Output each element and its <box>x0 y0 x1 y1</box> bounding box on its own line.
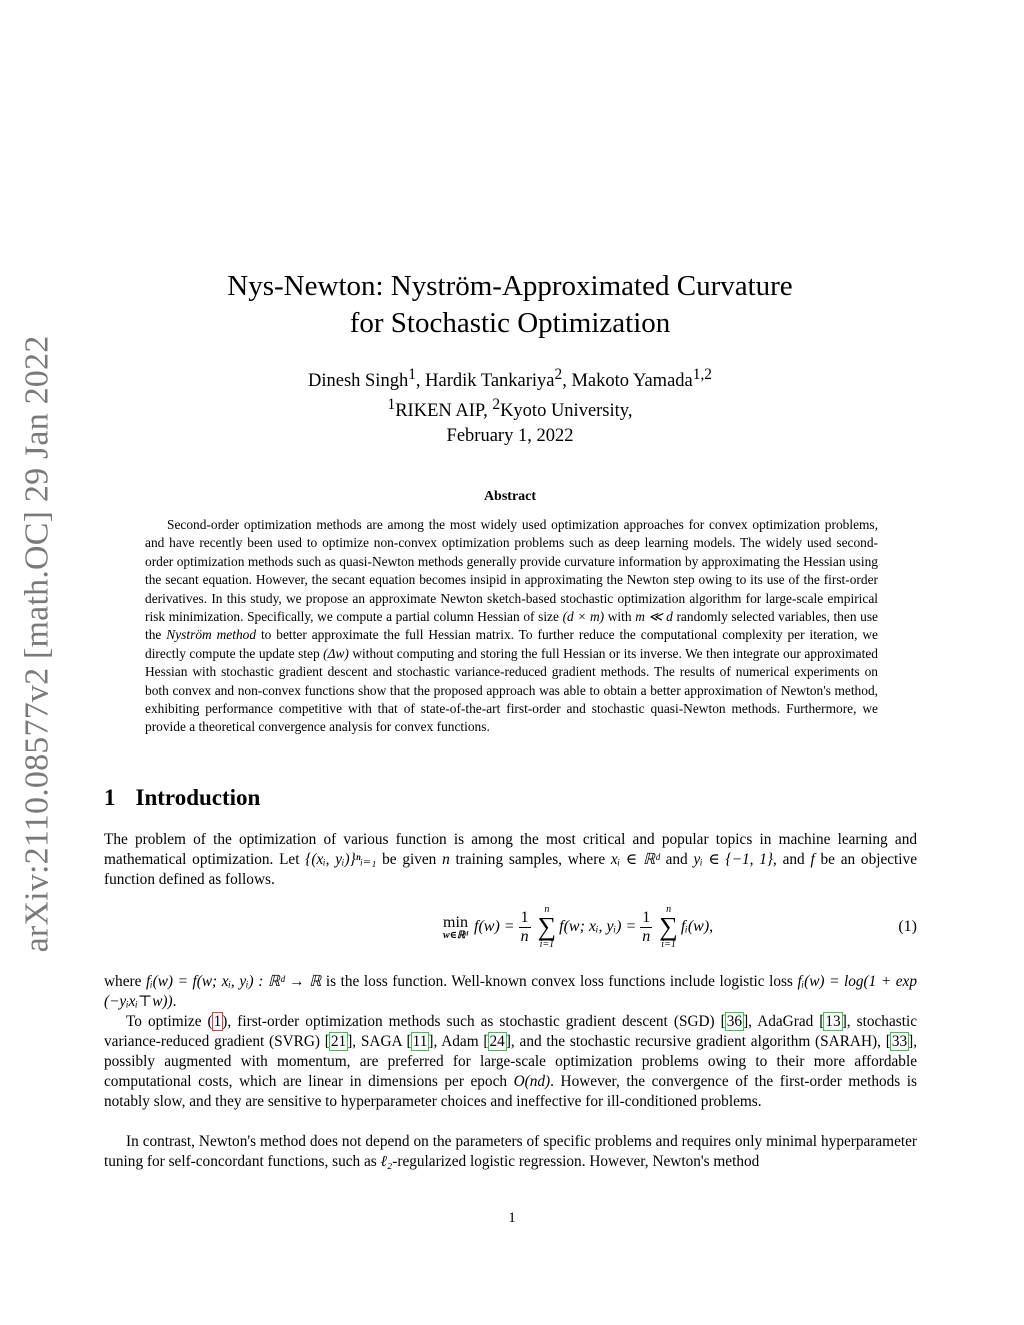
p1-math-f: f <box>810 851 815 868</box>
author-3-affil: 1,2 <box>692 366 713 383</box>
p3-text-h: ], possibly augmented with momentum, are preferred for large-scale optimization problems owing to their more affordable computational costs, which are linear in dimensions per epoch <box>104 1033 918 1090</box>
eq-middle: f(w; xᵢ, yᵢ) = <box>559 918 637 935</box>
abstract-math-cond: m ≪ d <box>635 609 673 625</box>
p1-text-f: be an objective function defined as follows. <box>104 851 917 888</box>
eq-sum-2 <box>659 904 678 950</box>
intro-paragraph-1 <box>104 830 917 890</box>
eq-frac-1 <box>519 909 531 946</box>
p2-text-c: . <box>172 993 177 1010</box>
p1-math-x: xᵢ ∈ ℝᵈ <box>610 851 660 868</box>
citation-link-adam[interactable]: 24 <box>489 1033 505 1050</box>
abstract-part-c: to better approximate the full Hessian matrix. To further reduce the computational complexity per iteration, we directly compute the update step <box>145 627 878 661</box>
affiliation-1-mark: 1 <box>387 396 396 414</box>
eq-lhs: f(w) = <box>474 918 515 935</box>
affiliations <box>100 393 920 423</box>
author-1-affil: 1 <box>408 366 416 383</box>
abstract-math-step: (Δw) <box>323 645 349 661</box>
p3-text-f: ], Adam [ <box>428 1033 489 1050</box>
eq-sum-1-sigma: ∑ <box>537 912 557 941</box>
eq-frac-2 <box>640 909 652 946</box>
author-block <box>100 363 920 423</box>
eq-sum-1-bottom: i=1 <box>539 939 555 950</box>
p2-text-b: is the loss function. Well-known convex loss functions include logistic loss <box>321 973 798 990</box>
abstract-with: with <box>604 609 636 625</box>
eq-min-label: min <box>443 913 468 931</box>
equation-number: (1) <box>898 918 917 935</box>
p1-text-e: , and <box>773 851 811 868</box>
section-heading-introduction <box>104 785 260 811</box>
author-list: Dinesh Singh$^1$, Hardik Tankariya$^2$, Makoto Yamada$^{1,2}$ <box>307 366 713 392</box>
eq-min-sub: w∈ℝᵈ <box>443 929 468 941</box>
p2-math-loss: fᵢ(w) = f(w; xᵢ, yᵢ) : ℝᵈ → ℝ <box>145 973 322 990</box>
p1-text-d: and <box>659 851 694 868</box>
citation-link-sgd[interactable]: 36 <box>726 1013 743 1030</box>
intro-paragraph-2 <box>104 972 917 1012</box>
citation-link-svrg[interactable]: 21 <box>330 1033 347 1050</box>
title-line-1: Nys-Newton: Nyström-Approximated Curvature <box>227 270 793 302</box>
equation-1-body <box>443 904 713 950</box>
p2-text-a: where <box>104 973 146 990</box>
p1-math-y: yᵢ ∈ {−1, 1} <box>693 851 773 868</box>
author-1: Dinesh Singh <box>307 371 409 392</box>
title-line-2: for Stochastic Optimization <box>349 307 671 339</box>
p4-text-b: -regularized logistic regression. However, Newton's method <box>392 1153 760 1170</box>
equation-reference-link[interactable]: 1 <box>213 1013 222 1030</box>
affiliation-2-mark: 2 <box>492 396 501 414</box>
p3-text-a: To optimize ( <box>126 1013 213 1030</box>
abstract-text <box>145 516 878 737</box>
p1-math-n: n <box>442 851 450 868</box>
abstract-part-b: randomly selected variables, then use the <box>145 609 878 643</box>
arxiv-sidebar-stamp <box>6 334 68 954</box>
paper-title <box>100 268 920 342</box>
p3-text-e: ], SAGA [ <box>347 1033 412 1050</box>
eq-frac-2-num: 1 <box>642 908 651 926</box>
eq-sum-2-bottom: i=1 <box>661 939 676 950</box>
eq-frac-2-den: n <box>642 927 651 945</box>
p3-text-c: ], AdaGrad [ <box>743 1013 825 1030</box>
p1-math-set: {(xᵢ, yᵢ)}ⁿᵢ₌₁ <box>305 851 377 868</box>
section-title: Introduction <box>135 785 261 810</box>
citation-link-sarah[interactable]: 33 <box>891 1033 908 1050</box>
eq-sum-2-sigma: ∑ <box>659 912 678 941</box>
affiliation-2: Kyoto University, <box>500 401 633 422</box>
eq-frac-1-num: 1 <box>520 908 529 926</box>
abstract-nystrom-method: Nyström method <box>166 627 257 643</box>
eq-sum-1-top: n <box>544 904 550 915</box>
eq-rhs: fᵢ(w), <box>680 918 714 935</box>
intro-paragraph-4 <box>104 1132 917 1172</box>
p2-math-log: fᵢ(w) = log(1 + exp (−yᵢxᵢ⊤w)) <box>104 973 917 1010</box>
eq-sum-2-top: n <box>666 904 672 915</box>
affiliation-1: RIKEN AIP, <box>395 401 488 422</box>
p3-text-i: . However, the convergence of the first-order methods is notably slow, and they are sensitive to hyperparameter choices and ineffective for ill-conditioned problems. <box>104 1073 917 1110</box>
p4-math-l2: ℓ₂ <box>380 1153 393 1170</box>
p3-text-b: ), first-order optimization methods such as stochastic gradient descent (SGD) [ <box>222 1013 726 1030</box>
p1-text-c: training samples, where <box>449 851 611 868</box>
eq-min-operator <box>443 914 468 941</box>
eq-frac-1-den: n <box>520 927 529 945</box>
abstract-math-size: (d × m) <box>562 609 605 625</box>
p3-text-d: ], stochastic variance-reduced gradient (SVRG) [ <box>104 1013 917 1050</box>
intro-paragraph-3 <box>104 1012 917 1112</box>
author-2-affil: 2 <box>554 366 563 383</box>
author-3: Makoto Yamada <box>571 371 693 392</box>
equation-1 <box>100 900 920 956</box>
p1-text-a: The problem of the optimization of various function is among the most critical and popular topics in machine learning and mathematical optimization. Let <box>104 831 917 868</box>
abstract-heading: Abstract <box>483 489 537 504</box>
eq-sum-1 <box>538 904 557 950</box>
page-number: 1 <box>508 1210 516 1226</box>
p3-math-cost: O(nd) <box>513 1073 551 1090</box>
citation-link-adagrad[interactable]: 13 <box>825 1013 841 1030</box>
p1-text-b: be given <box>376 851 443 868</box>
p3-text-g: ], and the stochastic recursive gradient algorithm (SARAH), [ <box>505 1033 891 1050</box>
abstract-part-a: Second-order optimization methods are among the most widely used optimization approaches for convex optimization problems, and have recently been used to optimize non-convex optimization problems such as deep learning models. The widely used second-order optimization methods such as quasi-Newton methods generally provide curvature information by approximating the Hessian using the secant equation. However, the secant equation becomes insipid in approximating the Newton step owing to its use of the first-order derivatives. In this study, we propose an approximate Newton sketch-based stochastic optimization algorithm for large-scale empirical risk minimization. Specifically, we compute a partial column Hessian of size <box>145 517 878 625</box>
citation-link-saga[interactable]: 11 <box>412 1033 428 1050</box>
author-2: Hardik Tankariya <box>425 371 555 392</box>
section-number: 1 <box>104 785 116 810</box>
publication-date: February 1, 2022 <box>446 426 574 446</box>
p4-text-a: In contrast, Newton's method does not depend on the parameters of specific problems and requires only minimal hyperparameter tuning for self-concordant functions, such as <box>104 1133 917 1170</box>
arxiv-id: arXiv:2110.08577v2 [math.OC] 29 Jan 2022 <box>18 335 55 953</box>
abstract-part-d: without computing and storing the full Hessian or its inverse. We then integrate our approximated Hessian with stochastic gradient descent and stochastic variance-reduced gradient methods. The results of numerical experiments on both convex and non-convex functions show that the proposed approach was able to obtain a better approximation of Newton's method, exhibiting performance competitive with that of state-of-the-art first-order and stochastic quasi-Newton methods. Furthermore, we provide a theoretical convergence analysis for convex functions. <box>145 645 878 735</box>
